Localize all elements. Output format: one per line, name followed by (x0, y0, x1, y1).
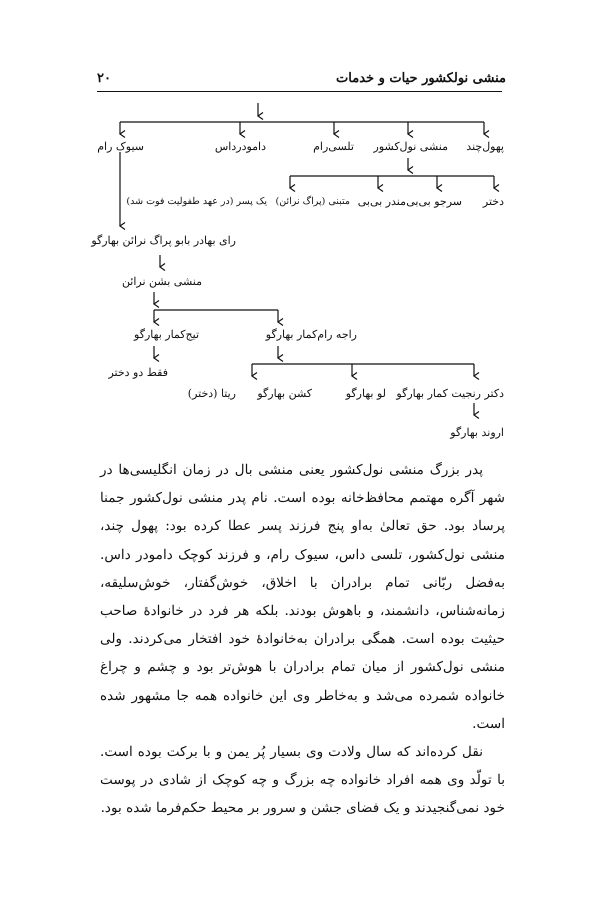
tree-node-rai-bahadur: رای بهادر بابو پراگ نرائن بهارگو (91, 234, 236, 247)
running-header-title: منشی نولکشور حیات و خدمات (336, 71, 506, 86)
page-number: ۲۰ (97, 71, 111, 86)
tree-node-arvind: اروند بهارگو (450, 426, 504, 439)
tree-node-sevak-ram: سیوک رام (97, 140, 144, 153)
body-paragraph-1: پدر بزرگ منشی نول‌کشور یعنی منشی بال در زمان انگلیسی‌ها در شهر آگره مهتمم محافظ‌خانه بوده است. نام پدر منشی نول‌کشور جمنا پرساد بود. حق تعالیٰ به‌او پنج فرزند پسر عطا کرده بود: پهول چند، منشی نول‌کشور، تلسی داس، سیوک رام، و فرزند کوچک دامودر داس. به‌فضل ربّانی تمام برادران با اخلاق، خوش‌گفتار، خوش‌سلیقه، زمانه‌شناس، دانشمند، و باهوش بودند. بلکه هر فرد در خانوادهٔ صاحب حیثیت بوده است. همگی برادران به‌خانوادهٔ خود افتخار می‌کردند. ولی منشی نول‌کشور از میان تمام برادران با هوش‌تر بود و چشم و چراغ خانواده شمرده می‌شد و به‌خاطر وی این خانواده همه جا مشهور شده است. (100, 462, 505, 732)
tree-node-sarju-bibi: سرجو بی‌بی (406, 195, 462, 208)
tree-node-nawal-kishore: منشی نول‌کشور (373, 140, 448, 153)
tree-node-damodar-das: دامودرداس (214, 140, 266, 153)
tree-node-lav: لو بهارگو (345, 387, 386, 400)
tree-node-ranjit-kumar: دکتر رنجیت کمار بهارگو (396, 387, 504, 400)
tree-node-only-two-daughters: فقط دو دختر (108, 366, 168, 379)
tree-node-vishan-narain: منشی بشن نرائن (121, 275, 202, 288)
tree-node-raja-ram-kumar: راجه رام‌کمار بهارگو (265, 328, 357, 341)
tree-node-rita-daughter: ریتا (دختر) (187, 387, 236, 400)
tree-node-tej-kumar: تیج‌کمار بهارگو (134, 328, 199, 341)
tree-node-daughter: دختر (482, 195, 504, 208)
body-paragraph-2: نقل کرده‌اند که سال ولادت وی بسیار پُر یمن و با برکت بوده است. با تولّد وی همه افراد خانواده چه بزرگ و چه کوچک از شادی در پوست خود نمی‌گنجیدند و یک فضای جشن و سرور بر محیط حکم‌فرما شده بود. (100, 744, 506, 817)
tree-node-adopted-prag-narain: متبنی (پراگ نرائن) (275, 196, 350, 207)
tree-node-son-died-infancy: یک پسر (در عهد طفولیت فوت شد) (126, 196, 267, 207)
body-text (100, 456, 505, 823)
tree-node-tulsi-ram: تلسی‌رام (313, 140, 354, 153)
tree-node-kishan: کشن بهارگو (257, 387, 312, 400)
tree-node-mandar-bibi: مندر بی‌بی (357, 195, 406, 208)
tree-node-phool-chand: پهول‌چند (466, 140, 504, 153)
